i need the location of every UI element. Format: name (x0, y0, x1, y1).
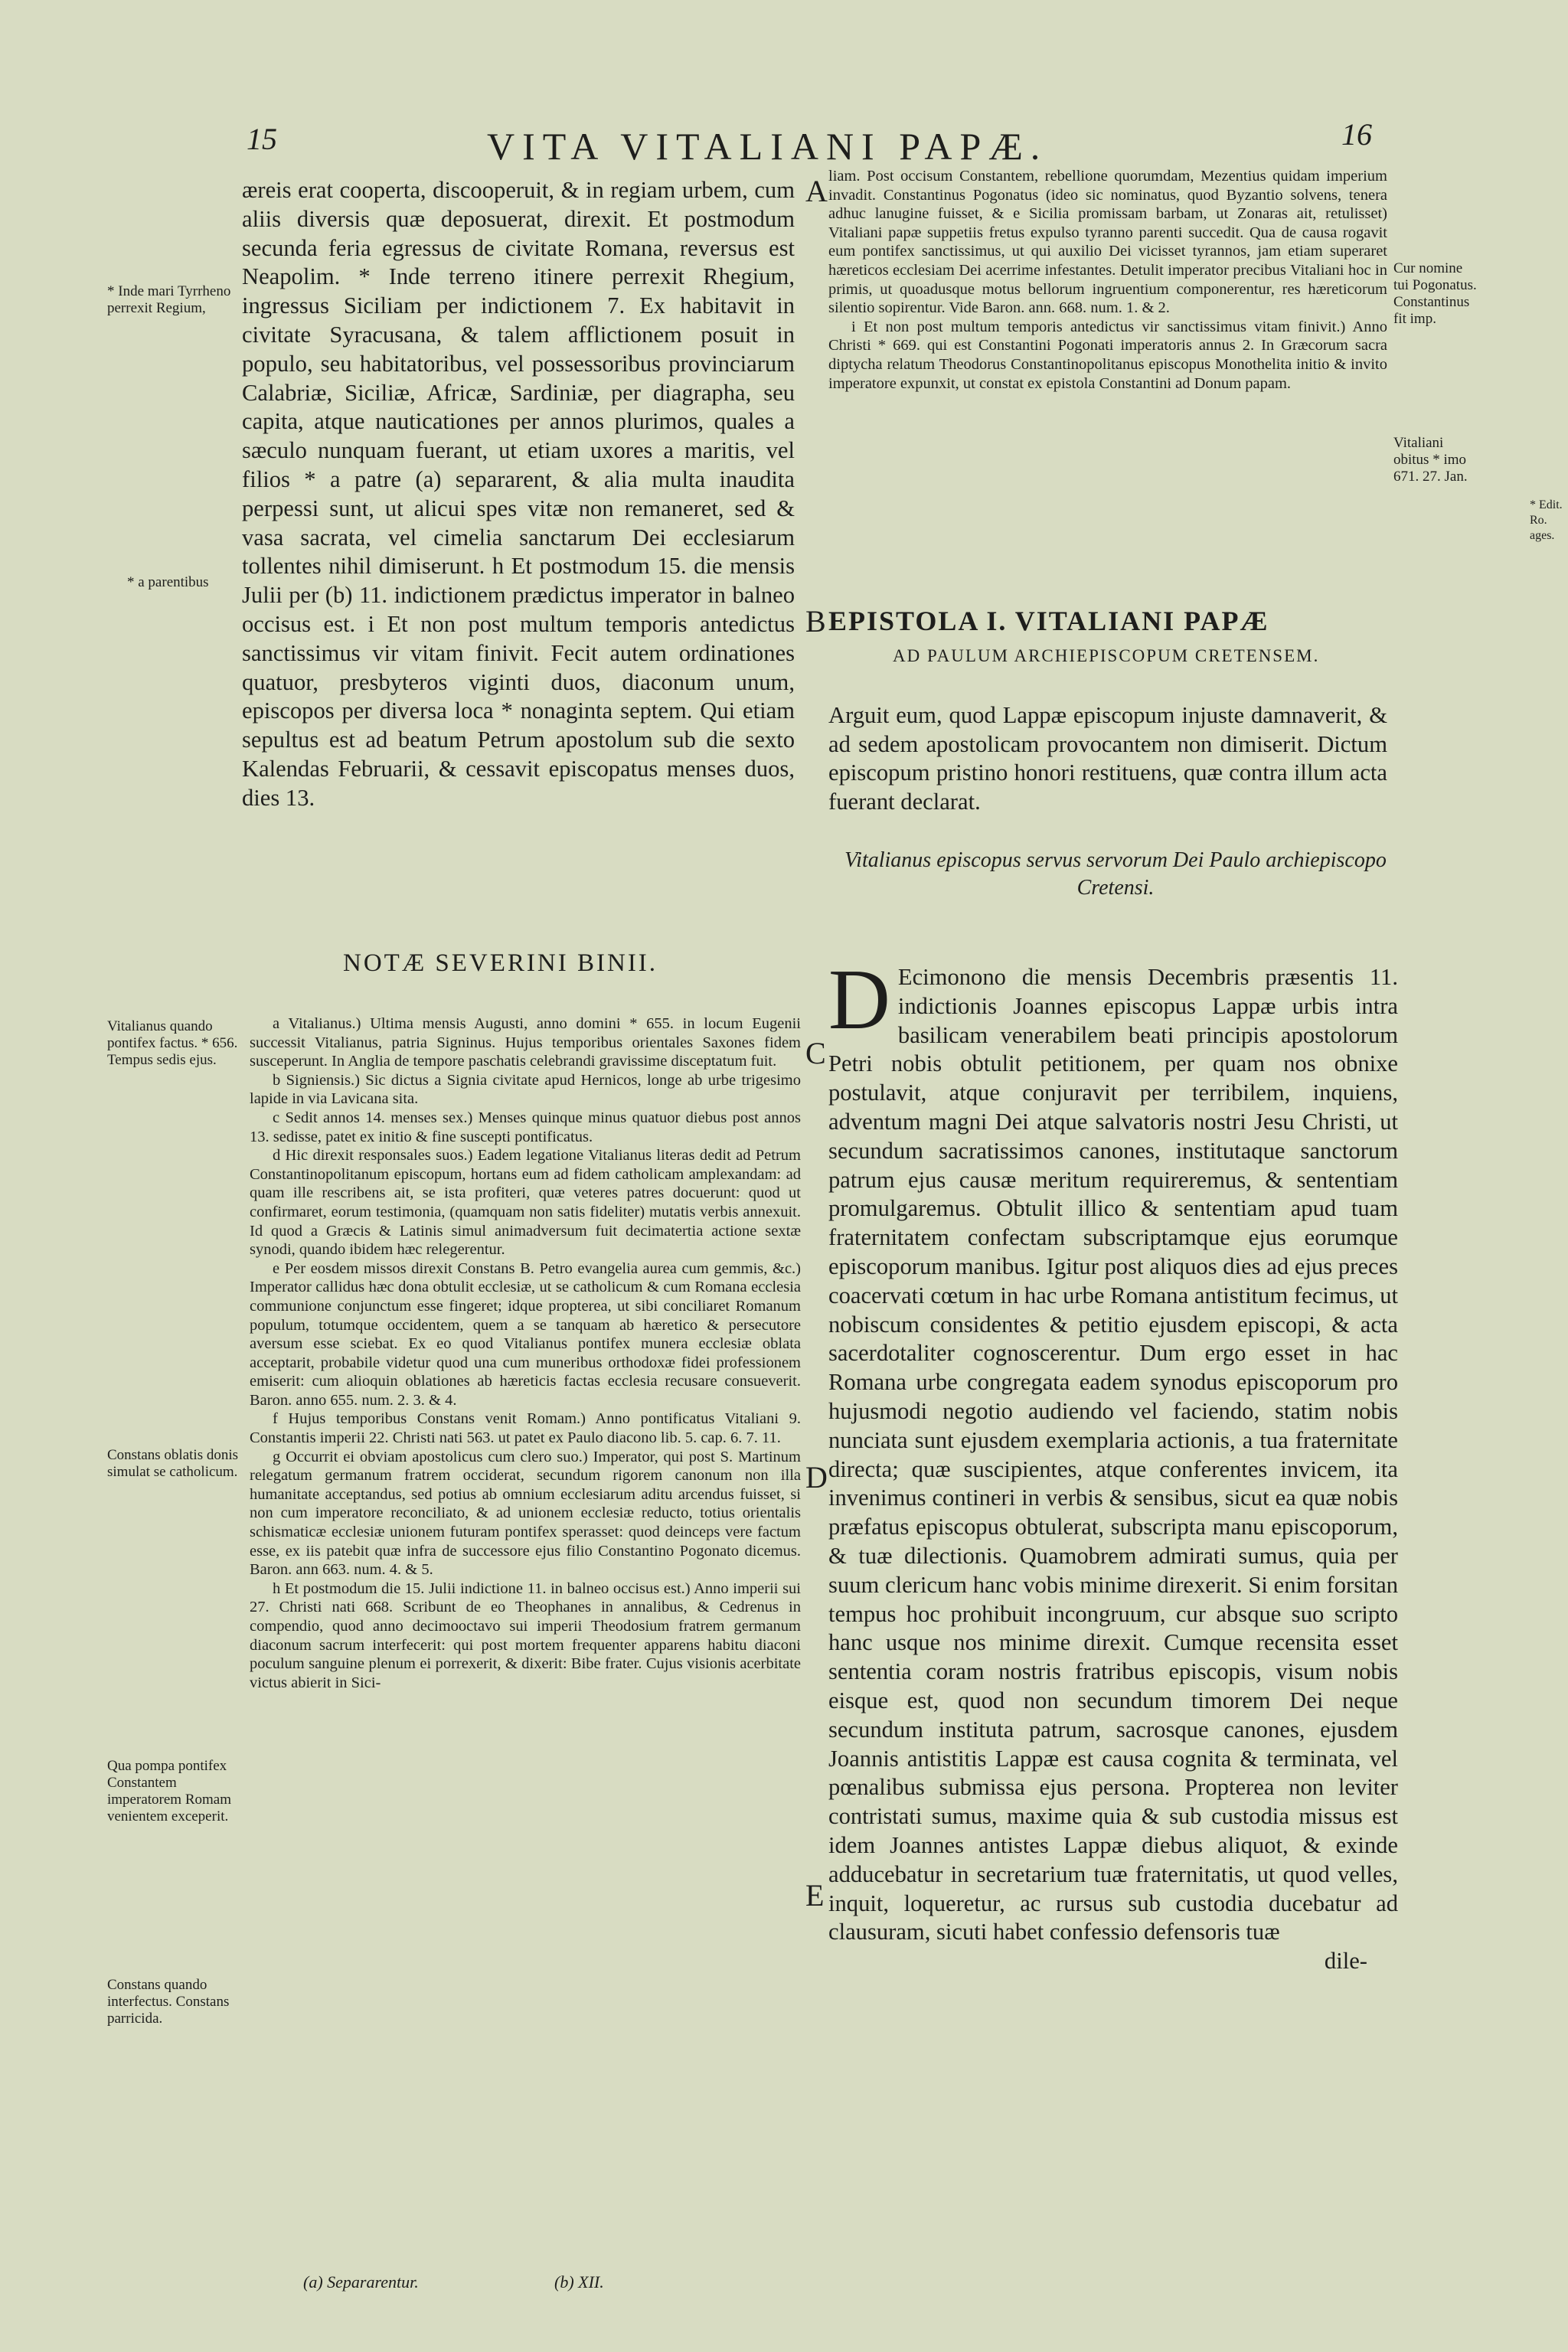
page-number-right: 16 (1341, 117, 1372, 152)
vita-paragraph: æreis erat cooperta, discooperuit, & in regiam urbem, cum aliis diversis quæ deposuerat, direxit. Et postmodum secunda feria egressus de civitate Romana, reversus est Neapolim. * Inde terreno itinere perrexit Rhegium, ingressus Siciliam per indictionem 7. Ex habitavit in civitate Syracusana, & talem afflictionem posuit in populo, seu habitatoribus, vel possessoribus provinciarum Calabriæ, Siciliæ, Africæ, Sardiniæ, per diagrapha, seu capita, atque nauticationes per annos plurimos, quales a sæculo nunquam fuerant, ut etiam uxores a maritis, vel filios * a patre (a) separarent, & alia multa inaudita perpessi sunt, ut alicui spes vitæ non remaneret, sed & vasa sacrata, vel cimelia sanctarum Dei ecclesiarum tollentes nihil dimiserunt. h Et postmodum 15. die mensis Julii per (b) 11. indictionem prædictus imperator in balneo occisus est. i Et non post multum temporis antedictus sanctissimus vir vitam finivit. Fecit autem ordinationes quatuor, presbyteros viginti duos, diaconum unum, episcopos per diversa loca * nonaginta septem. Qui etiam sepultus est ad beatum Petrum apostolum sub die sexto Kalendas Februarii, & cessavit episcopatus menses duos, dies 13. (242, 177, 795, 811)
note-h-continued: liam. Post occisum Constantem, rebellione quorumdam, Mezentius quidam imperium invadit. Constantinus Pogonatus (ideo sic nominatus, quod Byzantio solvens, tenera adhuc lanugine fuisset, & e Sicilia promissam barbam, ut Zonaras ait, retulisset) Vitaliani papæ suppetiis fretus expulso tyranno parenti succedit. Qua de causa rogavit eum pontifex sanctissimus, ut qui auxilio Dei vicisset tyrannos, jam etiam superaret hæreticos ecclesiam Dei acerrime infestantes. Detulit imperator precibus Vitaliani hoc in primis, ut quoadusque motus bellorum ingruentium componerentur, res hæreticorum silentio sopirentur. Vide Baron. ann. 668. num. 1. & 2. (828, 168, 1387, 317)
epistle-text: Ecimonono die mensis Decembris præsentis 11. indictionis Joannes episcopus Lappæ urbis intra basilicam venerabilem beati principis apostolorum Petri nobis obtulit petitionem, per quam nos obnixe postulavit, atque conjuravit per terribilem, inquiens, adventum magni Dei atque salvatoris nostri Jesu Christi, ut secundum sacratissimos canones, institutaque sanctorum patrum ejus causæ meritum requireremus, & sententiam promulgaremus. Obtulit illico & sententiam apud tuam fraternitatem confectam subscriptamque ejus eorumque episcoporum manibus. Igitur post aliquos dies ad ejus preces coacervati cœtum in hac urbe Romana antistitum fecimus, ut nobiscum considentes & petitio ejusdem episcopi, & acta sacerdotaliter cognoscerentur. Dum ergo esset in hac Romana urbe congregata eadem synodus episcoporum pro hujusmodi negotio audiendo vel faciendo, statim nobis nunciata sunt ejusdem exemplaria actionis, a tua fraternitate directa; quæ suscipientes, atque conferentes invicem, ita invenimus contineri in verbis & sensibus, sicut ea quæ nobis præfatus episcopus obtulerat, subscripta manu episcoporum, & tuæ dilectionis. Quamobrem admirati sumus, quia per suum clericum hanc vobis minime direxerit. Si enim forsitan tempus hoc prohibuit incongruum, cur absque suo scripto hanc usque nos minime direxit. Cumque recensita esset sententia coram nostris fratribus episcopis, visum nobis eisque est, quod non secundum timorem Dei neque secundum instituta patrum, sacrosque canones, ejusdem Joannis antistitis Lappæ est causa cognita & terminata, vel pœnalibus submissa ejus persona. Propterea non leviter contristati sumus, maxime quia & sub custodia missus est idem Joannes antistes Lappæ diebus aliquot, & exinde adducebatur in secretarium tuæ fraternitatis, ut quod velles, inquit, loqueretur, ac rursus sub custodia ducebatur ad clausuram, sicuti habet confessio defensoris tuæ (828, 964, 1398, 1945)
note-e: e Per eosdem missos direxit Constans B. Petro evangelia aurea cum gemmis, &c.) Imperator callidus hæc dona obtulit ecclesiæ, ut se catholicum & cum Romana ecclesia communione conjunctum esse fingeret; idque propterea, ut sibi conciliaret Romanum populum, totumque occidentem, quem a se tanquam ab hæretico & persecutore aversum esse sciebat. Ex eo quod Vitalianus pontifex munera ecclesiæ oblata acceptarit, probabile videtur quod una cum muneribus orthodoxæ fidei professionem emiserit: cum alioquin oblationes ab hæreticis factas ecclesia recusare consueverit. Baron. anno 655. num. 2. 3. & 4. (250, 1259, 801, 1409)
running-title: VITA VITALIANI PAPÆ. (487, 125, 1048, 168)
note-g: g Occurrit ei obviam apostolicus cum clero suo.) Imperator, qui post S. Martinum relegatum germanum fratrem occiderat, secundum rigorem canonum non illa humanitate acceptandus, sed potius ab omnium ecclesiarum aditu arcendus fuisset, si non cum imperatore reconciliato, & ad unionem ecclesiæ reducto, totius orientalis schismaticæ ecclesiæ unionem futuram pontifex sperasset: quod deinceps vere factum esse, ex iis patebit quæ infra de successore ejus filio Constantino Pogonato dicemus. Baron. ann 663. num. 4. & 5. (250, 1448, 801, 1579)
margin-note: * a parentibus (127, 574, 209, 590)
section-letter: A (805, 174, 828, 208)
footnote-b: (b) XII. (554, 2272, 604, 2292)
epistle-header (828, 605, 1403, 902)
catchword: dile- (1324, 1948, 1367, 1975)
drop-cap: D (828, 952, 890, 1047)
section-letter: B (805, 604, 826, 639)
margin-note: Constans quando interfectus. Constans parricida. (107, 1977, 230, 2027)
note-f: f Hujus temporibus Constans venit Romam.) Anno pontificatus Vitaliani 9. Constantis imperii 22. Christi nati 563. ut patet ex Paulo diacono lib. 5. cap. 6. 7. 11. (250, 1410, 801, 1447)
epistle-body (828, 952, 1398, 1976)
note-a: a Vitalianus.) Ultima mensis Augusti, anno domini * 655. in locum Eugenii successit Vitalianus, patria Signinus. Hujus temporibus orientales Saxones fidem susceperunt. In Anglia de tempore paschatis celebrandi gravissime disceptatum fuit. (250, 1015, 801, 1070)
section-letter: D (805, 1460, 828, 1494)
note-c: c Sedit annos 14. menses sex.) Menses quinque minus quatuor diebus post annos 13. sedisse, patet ex initio & fine suscepti pontificatus. (250, 1109, 801, 1145)
margin-note: Cur nomine tui Pogonatus. Constantinus fit imp. (1393, 260, 1477, 327)
notes-continuation (828, 167, 1387, 393)
note-b: b Signiensis.) Sic dictus a Signia civitate apud Hernicos, longe ab urbe trigesimo lapide in via Lavicana sita. (250, 1071, 801, 1108)
epistle-title: EPISTOLA I. VITALIANI PAPÆ (828, 606, 1269, 636)
note-d: d Hic direxit responsales suos.) Eadem legatione Vitalianus literas dedit ad Petrum Constantinopolitanum episcopum, hortans eum ad fidem catholicam amplexandam: ad quam ille rescribens ait, se ista profiteri, quæ veteres patres docuerunt: quod ut confirmaret, eorum testimonia, (quamquam non satis fideliter) mutatis verbis annexuit. Id quod a Græcis & Latinis simul animadversum fuit decimatertia actione sextæ synodi, quando ibidem hæc relegerentur. (250, 1147, 801, 1259)
notes-heading: NOTÆ SEVERINI BINII. (343, 949, 658, 977)
epistle-subtitle: AD PAULUM ARCHIEPISCOPUM CRETENSEM. (893, 646, 1320, 665)
margin-note: Vitalianus quando pontifex factus. * 656. Tempus sedis ejus. (107, 1018, 238, 1068)
margin-note: * Inde mari Tyrrheno perrexit Regium, (107, 283, 231, 316)
note-i: i Et non post multum temporis antedictus vir sanctissimus vitam finivit.) Anno Christi * 669. qui est Constantini Pogonati imperatoris annus 2. In Græcorum sacra diptycha relatum Theodorus Constantinopolitanus episcopus Monothelita initio & invito imperatore expunxit, ut constat ex epistola Constantini ad Donum papam. (828, 318, 1387, 392)
footnote-a: (a) Separarentur. (303, 2272, 419, 2292)
left-body-text (242, 176, 795, 813)
edge-fragment: * Edit. Ro. ages. (1530, 498, 1563, 542)
margin-note: Constans oblatis donis simulat se catholicum. (107, 1447, 239, 1480)
epistle-summary: Arguit eum, quod Lappæ episcopum injuste damnaverit, & ad sedem apostolicam provocantem non dimiserit. Dictum episcopum pristino honori restituens, quæ contra illum acta fuerant declarat. (828, 702, 1387, 815)
epistle-greeting: Vitalianus episcopus servus servorum Dei Paulo archiepiscopo Cretensi. (844, 848, 1387, 900)
notes-column (250, 1014, 801, 1692)
section-letter: C (805, 1036, 826, 1070)
margin-note: Qua pompa pontifex Constantem imperatorem Romam venientem exceperit. (107, 1758, 231, 1824)
note-h: h Et postmodum die 15. Julii indictione 11. in balneo occisus est.) Anno imperii sui 27. Christi nati 668. Scribunt de eo Theophanes in annalibus, & Cedrenus in compendio, quod anno decimooctavo sui imperii Theodosium fratrem germanum diaconum sacrum interfecerit: qui post mortem frequenter apparens habitu diaconi poculum sanguine plenum ei porrexerit, & dixerit: Bibe frater. Cujus visionis acerbitate victus abierit in Sici- (250, 1579, 801, 1691)
margin-note: Vitaliani obitus * imo 671. 27. Jan. (1393, 435, 1468, 485)
section-letter: E (805, 1878, 825, 1913)
page-number-left: 15 (247, 122, 277, 156)
